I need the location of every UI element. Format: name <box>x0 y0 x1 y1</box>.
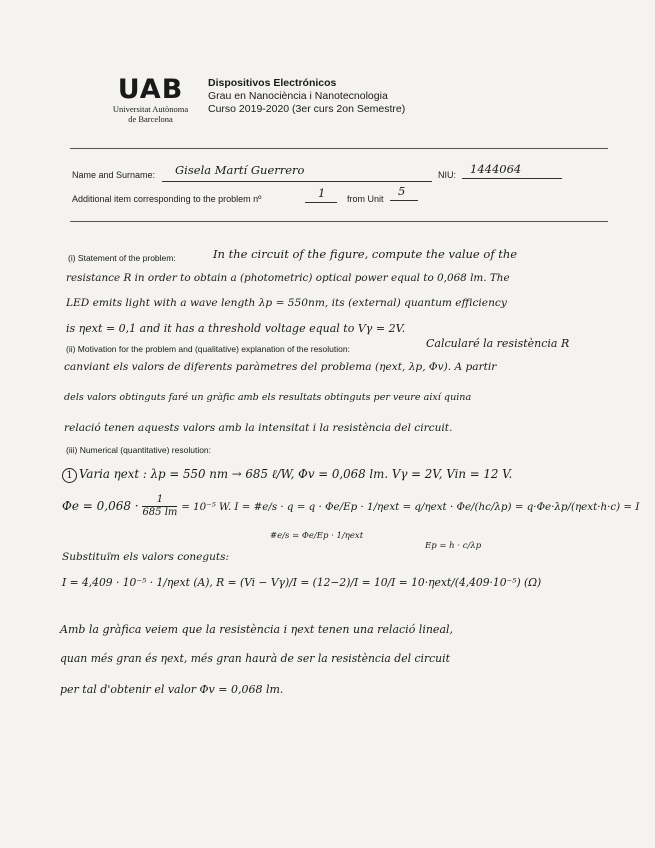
logo-city: de Barcelona <box>128 114 173 124</box>
numerical-line-5: I = 4,409 · 10⁻⁵ · 1/ηext (A), R = (Vi − Vγ)/I = (12−2)/I = 10/I = 10·ηext/(4,409·10⁻⁵) (Ω) <box>62 576 542 589</box>
fraction-1-den: 685 lm <box>142 507 178 518</box>
numerical-line-4: Substituïm els valors coneguts: <box>62 551 230 563</box>
fraction-1-num: 1 <box>142 494 177 507</box>
course-info <box>208 77 405 116</box>
divider-top <box>70 148 608 149</box>
unit-label: from Unit <box>347 194 384 204</box>
name-underline <box>162 181 432 182</box>
numerical-line-3a: #e/s = Φe/Ep · 1/ηext <box>270 531 364 541</box>
logo-university: Universitat Autònoma <box>112 104 189 114</box>
motivation-line-2: canviant els valors de diferents paràmetres del problema (ηext, λp, Φv). A partir <box>64 361 497 373</box>
uab-logo <box>103 76 198 124</box>
divider-bottom <box>70 221 608 222</box>
motivation-label: (ii) Motivation for the problem and (qualitative) explanation of the resolution: <box>66 344 350 354</box>
course-degree: Grau en Nanociència i Nanotecnologia <box>208 90 388 102</box>
logo-mark: UAB <box>117 74 184 105</box>
step-circle: 1 <box>62 468 77 483</box>
numerical-label: (iii) Numerical (quantitative) resolution: <box>66 445 212 455</box>
current-derivation: = 10⁻⁵ W. I = #e/s · q = q · Φe/Ep · 1/ηext = q/ηext · Φe/(hc/λp) = q·Φe·λp/(ηext·h·c) = I <box>181 501 640 513</box>
item-underline <box>305 202 337 203</box>
numerical-line-2 <box>62 494 639 519</box>
conclusion-line-1: Amb la gràfica veiem que la resistència i ηext tenen una relació lineal, <box>60 623 454 636</box>
numerical-line-1-text: Varia ηext : λp = 550 nm → 685 ℓ/W, Φv = 0,068 lm. Vγ = 2V, Vin = 12 V. <box>79 467 513 481</box>
statement-line-1: In the circuit of the figure, compute the value of the <box>213 247 518 261</box>
statement-label: (i) Statement of the problem: <box>68 253 176 263</box>
conclusion-line-3: per tal d'obtenir el valor Φv = 0,068 lm. <box>60 683 284 696</box>
unit-underline <box>390 200 418 201</box>
statement-line-3: LED emits light with a wave length λp = 550nm, its (external) quantum efficiency <box>66 297 507 309</box>
course-title: Dispositivos Electrónicos <box>208 77 337 89</box>
conclusion-line-2: quan més gran és ηext, més gran haurà de ser la resistència del circuit <box>60 652 450 665</box>
name-value: Gisela Martí Guerrero <box>175 163 305 177</box>
numerical-line-1 <box>62 467 512 483</box>
niu-value: 1444064 <box>470 162 522 176</box>
motivation-line-4: relació tenen aquests valors amb la intensitat i la resistència del circuit. <box>64 422 453 434</box>
name-label: Name and Surname: <box>72 170 156 180</box>
motivation-line-3: dels valors obtinguts faré un gràfic amb els resultats obtinguts per veure així quina <box>64 392 472 403</box>
statement-line-2: resistance R in order to obtain a (photometric) optical power equal to 0,068 lm. The <box>66 272 510 284</box>
item-label: Additional item corresponding to the problem nº <box>72 194 262 204</box>
fraction-1 <box>142 494 177 519</box>
niu-label: NIU: <box>438 170 456 180</box>
motivation-line-1: Calcularé la resistència R <box>426 337 570 350</box>
niu-underline <box>462 178 562 179</box>
numerical-line-3b: Ep = h · c/λp <box>425 541 482 551</box>
item-value: 1 <box>318 186 326 200</box>
statement-line-4: is ηext = 0,1 and it has a threshold voltage equal to Vγ = 2V. <box>66 322 406 335</box>
course-year: Curso 2019-2020 (3er curs 2on Semestre) <box>208 103 406 115</box>
phi-e-eq: Φe = 0,068 · <box>62 499 139 513</box>
unit-value: 5 <box>398 184 406 198</box>
